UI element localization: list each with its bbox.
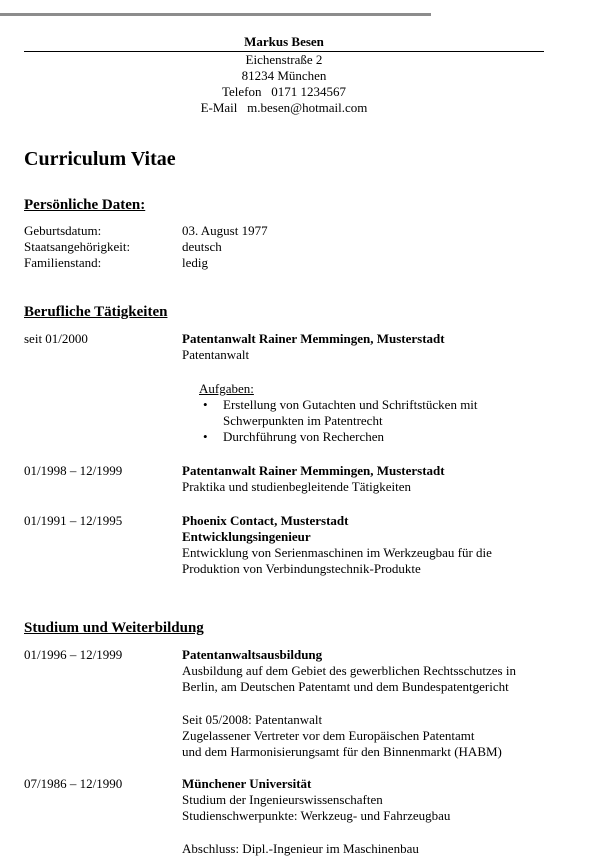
- entry-title: Patentanwaltsausbildung: [182, 647, 323, 662]
- entry-line: Ausbildung auf dem Gebiet des gewerblichen Rechtsschutzes in: [182, 663, 516, 678]
- entry-role: Entwicklungsingenieur: [182, 529, 311, 544]
- personal-value: deutsch: [182, 239, 222, 254]
- entry-date: 01/1991 – 12/1995: [24, 513, 123, 528]
- entry-employer: Phoenix Contact, Musterstadt: [182, 513, 349, 528]
- phone-line: Telefon 0171 1234567: [221, 84, 346, 99]
- applicant-name: Markus Besen: [244, 34, 324, 49]
- entry-role: Patentanwalt: [182, 347, 250, 362]
- entry-line: Studienschwerpunkte: Werkzeug- und Fahrzeugbau: [182, 808, 451, 823]
- entry-description: Praktika und studienbegleitende Tätigkeiten: [182, 479, 412, 494]
- entry-line: Seit 05/2008: Patentanwalt: [182, 712, 323, 727]
- top-divider-bar: [0, 13, 431, 16]
- entry-employer: Patentanwalt Rainer Memmingen, Musterstadt: [182, 331, 445, 346]
- entry-description: Entwicklung von Serienmaschinen im Werkzeugbau für die: [182, 545, 492, 560]
- letterhead: [24, 34, 544, 116]
- task-text-continued: Schwerpunkten im Patentrecht: [223, 413, 383, 428]
- entry-description-continued: Produktion von Verbindungstechnik-Produkte: [182, 561, 421, 576]
- section-heading-education: Studium und Weiterbildung: [24, 620, 204, 636]
- personal-label: Geburtsdatum:: [24, 223, 102, 238]
- entry-date: 01/1996 – 12/1999: [24, 647, 123, 662]
- email-line: E-Mail m.besen@hotmail.com: [200, 100, 368, 115]
- task-text: Erstellung von Gutachten und Schriftstücken mit: [223, 397, 478, 412]
- tasks-list: [199, 397, 562, 445]
- entry-details: [182, 647, 562, 760]
- address-city: 81234 München: [241, 68, 327, 83]
- address-street: Eichenstraße 2: [245, 52, 323, 67]
- tasks-block: [199, 381, 562, 445]
- personal-label: Familienstand:: [24, 255, 102, 270]
- document-title: Curriculum Vitae: [24, 148, 176, 170]
- personal-value: ledig: [182, 255, 208, 270]
- section-heading-personal: Persönliche Daten:: [24, 197, 146, 213]
- personal-label: Staatsangehörigkeit:: [24, 239, 131, 254]
- bullet-icon: •: [203, 429, 208, 444]
- entry-line: und dem Harmonisierungsamt für den Binnenmarkt (HABM): [182, 744, 502, 759]
- entry-date: seit 01/2000: [24, 331, 88, 346]
- bullet-icon: •: [203, 397, 208, 412]
- personal-value: 03. August 1977: [182, 223, 268, 238]
- task-text: Durchführung von Recherchen: [223, 429, 384, 444]
- entry-title: Münchener Universität: [182, 776, 312, 791]
- entry-details: [182, 776, 562, 857]
- entry-date: 01/1998 – 12/1999: [24, 463, 123, 478]
- entry-employer: Patentanwalt Rainer Memmingen, Musterstadt: [182, 463, 445, 478]
- task-item: [199, 429, 562, 445]
- entry-line: Berlin, am Deutschen Patentamt und dem Bundespatentgericht: [182, 679, 509, 694]
- entry-line: Zugelassener Vertreter vor dem Europäischen Patentamt: [182, 728, 475, 743]
- entry-line: Abschluss: Dipl.-Ingenieur im Maschinenbau: [182, 841, 419, 856]
- task-item: [199, 397, 562, 429]
- entry-line: Studium der Ingenieurswissenschaften: [182, 792, 383, 807]
- tasks-label: Aufgaben:: [199, 381, 254, 396]
- entry-details: [182, 331, 562, 445]
- entry-date: 07/1986 – 12/1990: [24, 776, 123, 791]
- entry-details: [182, 463, 562, 495]
- section-heading-career: Berufliche Tätigkeiten: [24, 304, 168, 320]
- entry-details: [182, 513, 562, 577]
